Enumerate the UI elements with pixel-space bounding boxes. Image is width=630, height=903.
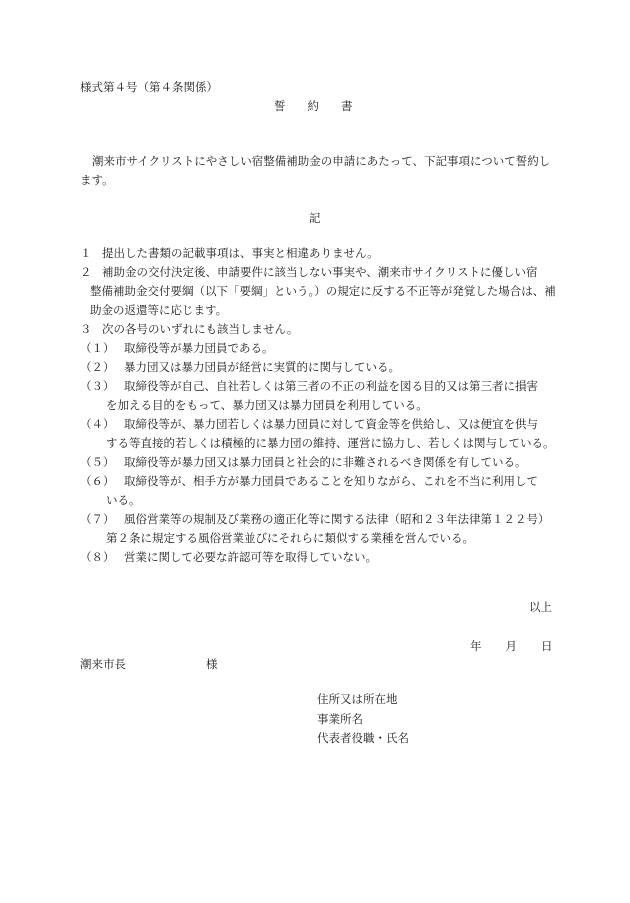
sub-item-text: 取締役等が、暴力団若しくは暴力団員に対して資金等を供給し、又は便宜を供与 xyxy=(124,417,538,431)
date-month: 月 xyxy=(505,639,517,653)
sub-item-number: （１） xyxy=(80,341,115,355)
sub-item-text: 取締役等が暴力団員である。 xyxy=(124,341,274,355)
addressee-label: 潮来市長 xyxy=(80,657,126,671)
sub-item-text-continued: 第２条に規定する風俗営業並びにそれらに類似する業種を営んでいる。 xyxy=(106,531,474,545)
date-line xyxy=(470,637,577,656)
sub-item-number: （４） xyxy=(80,417,115,431)
list-item xyxy=(80,263,560,320)
item-number: １ xyxy=(80,246,92,260)
sub-item xyxy=(80,415,560,453)
sub-item-text-continued: する等直接的若しくは積極的に暴力団の維持、運営に協力し、若しくは関与している。 xyxy=(106,436,555,450)
signature-address: 住所又は所在地 xyxy=(317,692,398,706)
sub-item-text: 取締役等が暴力団又は暴力団員と社会的に非難されるべき関係を有している。 xyxy=(124,455,527,469)
sub-item xyxy=(80,510,560,548)
title-char: 誓 xyxy=(274,99,286,113)
signature-representative: 代表者役職・氏名 xyxy=(317,731,409,745)
sub-item-text: 暴力団又は暴力団員が経営に実質的に関与している。 xyxy=(124,360,400,374)
date-year: 年 xyxy=(470,639,482,653)
sub-item xyxy=(80,339,560,358)
item-text: 提出した書類の記載事項は、事実と相違ありません。 xyxy=(102,246,379,260)
sub-item xyxy=(80,453,560,472)
sub-item xyxy=(80,548,560,567)
sub-item-number: （８） xyxy=(80,550,115,564)
addressee-honorific: 様 xyxy=(206,657,218,671)
intro-paragraph: 潮来市サイクリストにやさしい宿整備補助金の申請にあたって、下記事項について誓約します。 xyxy=(80,154,551,187)
sub-item-text: 取締役等が、相手方が暴力団員であることを知りながら、これを不当に利用して xyxy=(124,474,538,488)
sub-item-text: 風俗営業等の規制及び業務の適正化等に関する法律（昭和２３年法律第１２２号） xyxy=(124,512,550,526)
item-text-continued: 整備補助金交付要綱（以下「要綱」という。）の規定に反する不正等が発覚した場合は、補助金の返還等に応じます。 xyxy=(90,284,556,317)
signature-block xyxy=(317,690,409,749)
signature-office: 事業所名 xyxy=(317,711,363,726)
pledge-items xyxy=(80,244,560,567)
document-title xyxy=(274,97,375,116)
form-number: 様式第４号（第４条関係） xyxy=(80,80,218,94)
sub-item-number: （２） xyxy=(80,360,115,374)
sub-item-text-continued: いる。 xyxy=(106,493,141,507)
item-text: 補助金の交付決定後、申請要件に該当しない事実や、潮来市サイクリストに優しい宿 xyxy=(102,265,538,279)
list-item xyxy=(80,244,560,263)
sub-item-number: （７） xyxy=(80,512,115,526)
sub-item-text-continued: を加える目的をもって、暴力団又は暴力団員を利用している。 xyxy=(106,398,428,412)
sub-item-text: 営業に関して必要な許認可等を取得していない。 xyxy=(124,550,377,564)
title-char: 約 xyxy=(307,99,319,113)
title-char: 書 xyxy=(341,99,353,113)
ki-heading: 記 xyxy=(309,211,321,225)
item-text: 次の各号のいずれにも該当しません。 xyxy=(102,322,299,336)
date-day: 日 xyxy=(541,639,553,653)
sub-item-number: （５） xyxy=(80,455,115,469)
list-item xyxy=(80,320,560,339)
sub-item xyxy=(80,358,560,377)
addressee xyxy=(80,655,218,674)
item-number: ２ xyxy=(80,265,92,279)
closing-ijo: 以上 xyxy=(529,600,552,614)
sub-item-text: 取締役等が自己、自社若しくは第三者の不正の利益を図る目的又は第三者に損害 xyxy=(124,379,538,393)
item-number: ３ xyxy=(80,322,92,336)
sub-item-number: （６） xyxy=(80,474,115,488)
sub-item-number: （３） xyxy=(80,379,115,393)
sub-item xyxy=(80,472,560,510)
sub-item xyxy=(80,377,560,415)
